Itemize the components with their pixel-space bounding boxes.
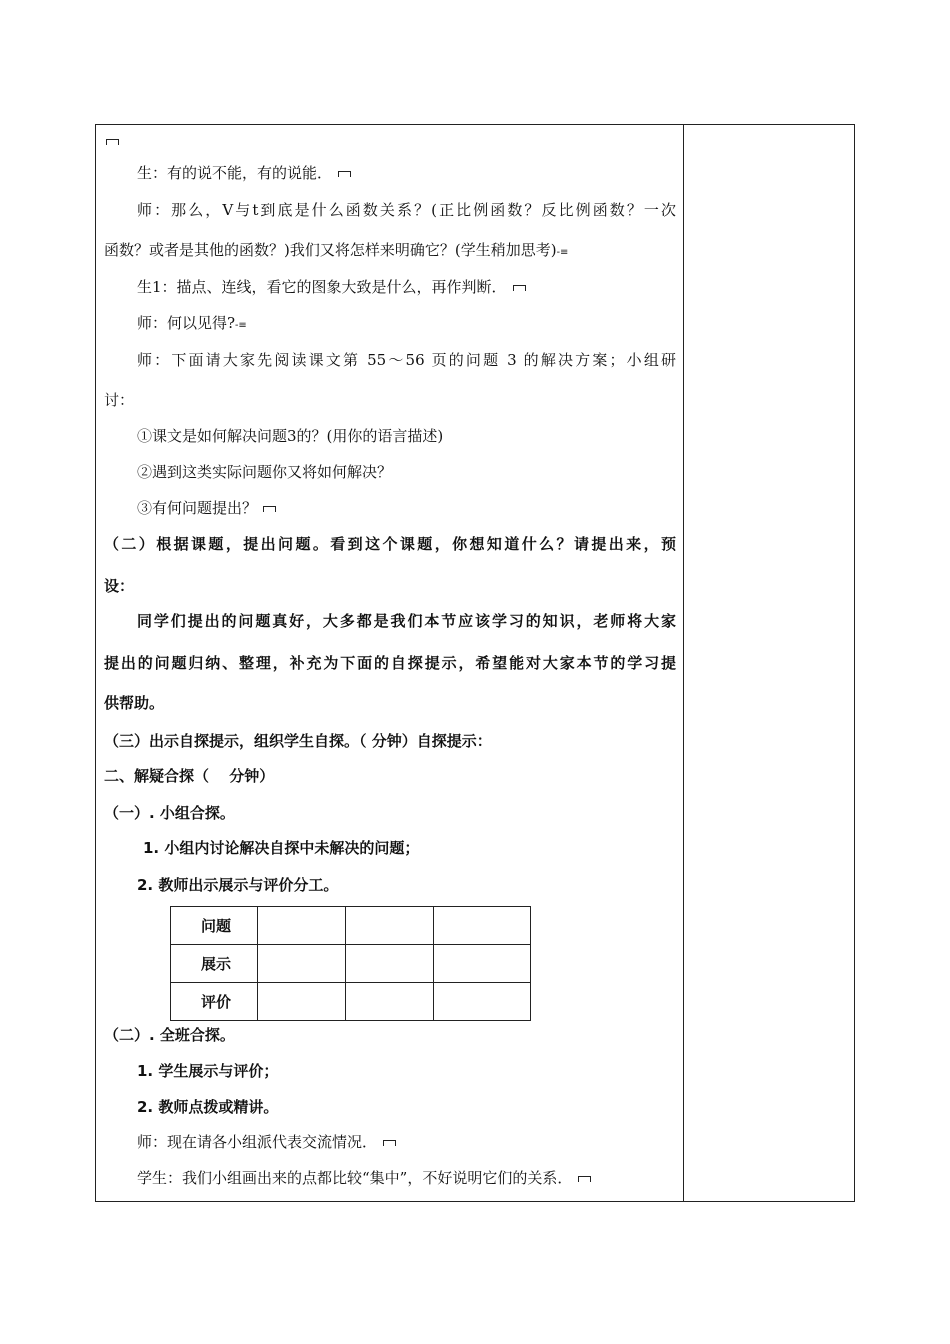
table-row-label: 问题 [171,907,258,945]
table-cell [346,945,434,983]
table-cell [434,945,531,983]
dialogue-line: 师：何以见得?-≡ [137,314,247,332]
section-heading: 设： [104,577,135,595]
list-item: 2. 教师点拨或精讲。 [137,1098,279,1116]
table-cell [434,907,531,945]
section-heading: （二）根据课题，提出问题。看到这个课题，你想知道什么？请提出来，预 [104,535,676,553]
paragraph-mark-icon [513,285,526,291]
section-heading: 二、解疑合探（ 分钟） [104,767,275,785]
body-paragraph: 提出的问题归纳、整理，补充为下面的自探提示，希望能对大家本节的学习提 [104,654,676,672]
dialogue-line: 师：现在请各小组派代表交流情况． [137,1132,396,1152]
section-heading: （三）出示自探提示，组织学生自探。（ 分钟）自探提示： [104,732,492,750]
dialogue-line: 师：那么，V与t到底是什么函数关系？(正比例函数？反比例函数？一次 [137,201,676,219]
dialogue-line: 函数？或者是其他的函数？)我们又将怎样来明确它？(学生稍加思考)-≡ [104,241,569,259]
paragraph-mark-icon [383,1140,396,1146]
list-item: 1. 小组内讨论解决自探中未解决的问题； [143,839,420,857]
subsection-heading: （二）. 全班合探。 [104,1026,235,1044]
paragraph-mark-icon [263,506,276,512]
list-item: 2. 教师出示展示与评价分工。 [137,876,339,894]
evaluation-table [170,906,531,1021]
paragraph-mark-icon [338,171,351,177]
table-cell [258,983,346,1021]
dialogue-line: 学生：我们小组画出来的点都比较“集中”，不好说明它们的关系． [137,1168,591,1188]
question-item: ②遇到这类实际问题你又将如何解决？ [137,463,393,481]
body-paragraph: 同学们提出的问题真好，大多都是我们本节应该学习的知识，老师将大家 [137,612,676,630]
table-row [171,983,531,1021]
paragraph-mark-icon [106,139,119,145]
table-cell [346,907,434,945]
subsection-heading: （一）. 小组合探。 [104,804,235,822]
paragraph-mark-icon [578,1176,591,1182]
body-paragraph: 供帮助。 [104,694,165,712]
table-row-label: 展示 [171,945,258,983]
dialogue-line: 师：下面请大家先阅读课文第 55～56 页的问题 3 的解决方案；小组研 [137,351,676,369]
dialogue-line: 讨： [104,391,135,409]
dialogue-line: 生1：描点、连线，看它的图象大致是什么，再作判断． [137,277,526,297]
table-cell [258,945,346,983]
question-item: ③有何问题提出？ [137,498,276,518]
dialogue-line: 生：有的说不能，有的说能． [137,163,351,183]
question-item: ①课文是如何解决问题3的？(用你的语言描述) [137,427,444,445]
table-row-label: 评价 [171,983,258,1021]
table-cell [346,983,434,1021]
column-divider [683,124,684,1202]
table-cell [434,983,531,1021]
table-row [171,945,531,983]
table-row [171,907,531,945]
table-cell [258,907,346,945]
paragraph-mark-line [104,131,119,151]
list-item: 1. 学生展示与评价； [137,1062,279,1080]
